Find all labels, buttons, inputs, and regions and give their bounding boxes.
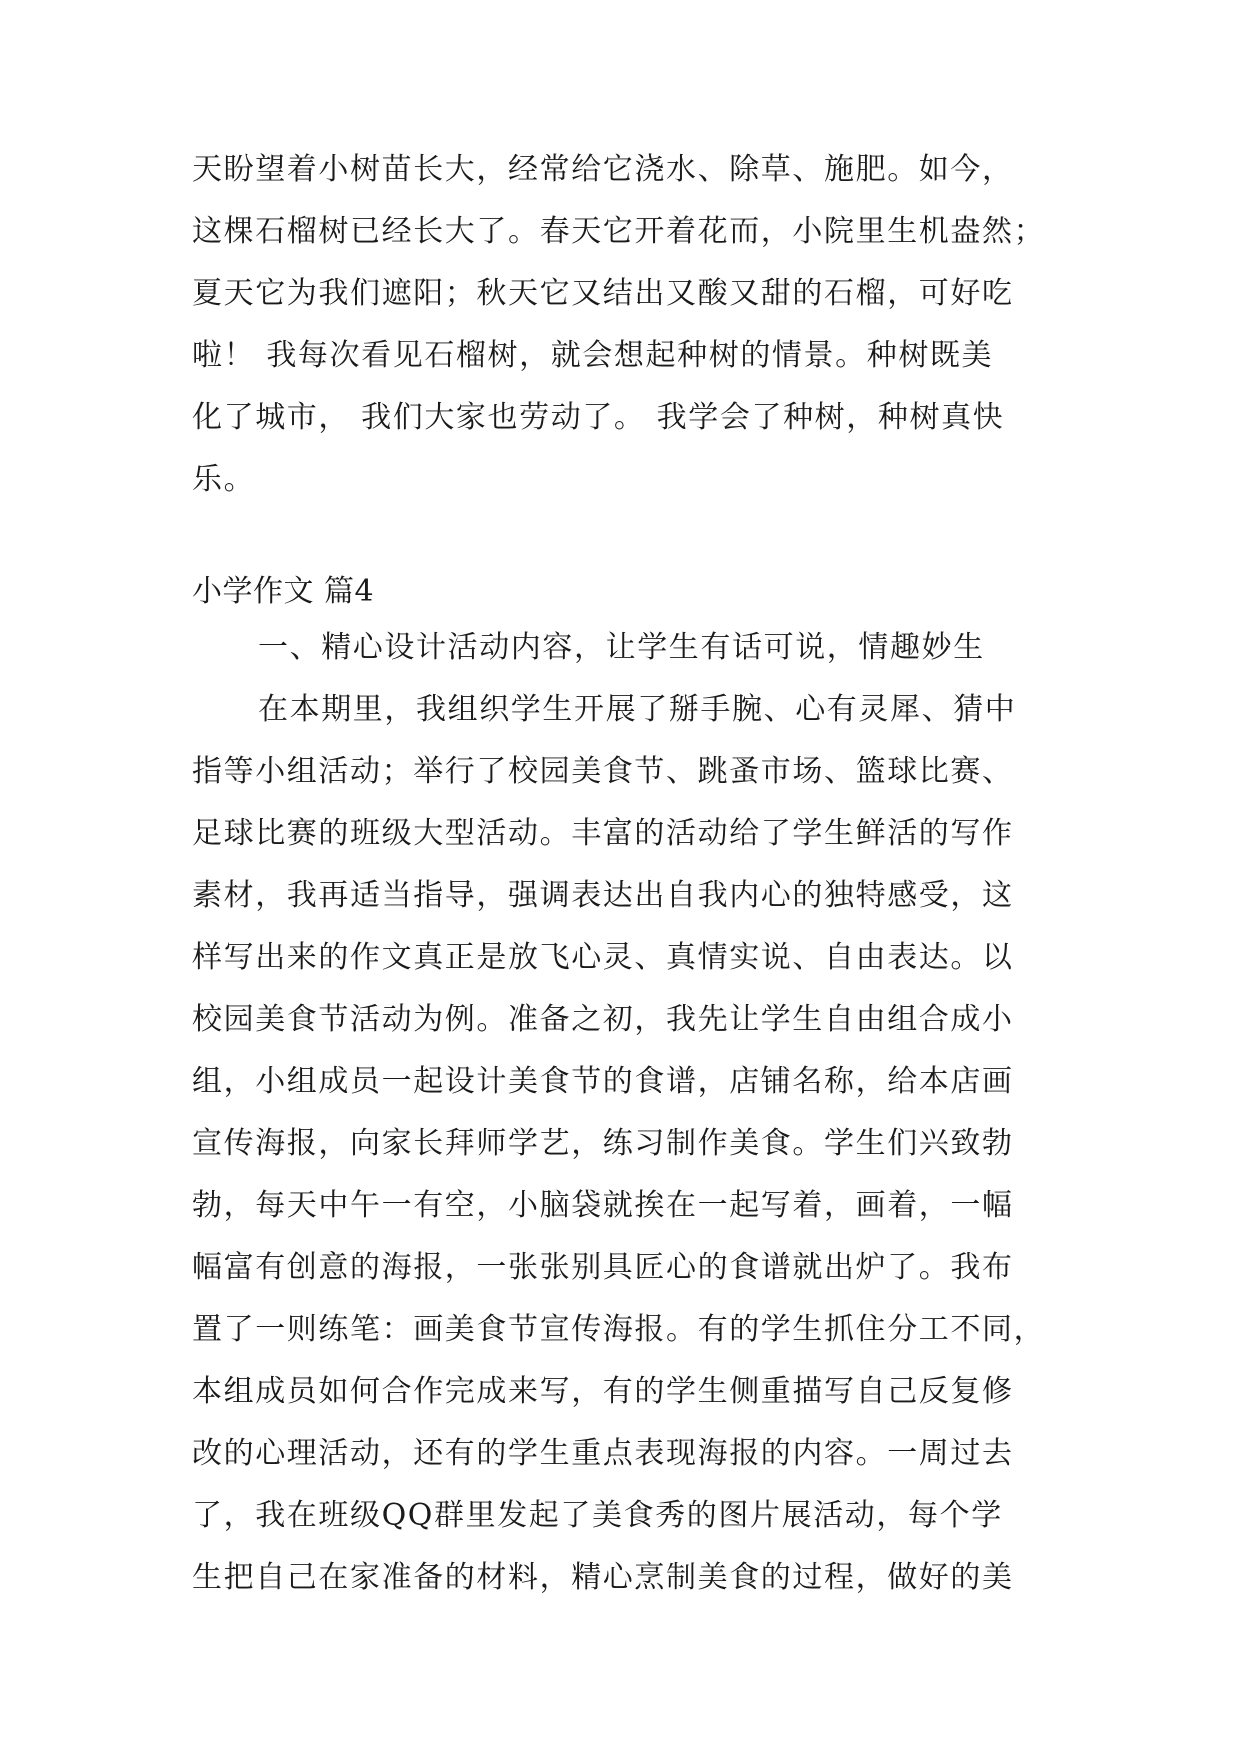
paragraph-line: 改的心理活动，还有的学生重点表现海报的内容。一周过去: [192, 1436, 1014, 1471]
paragraph-line: 样写出来的作文真正是放飞心灵、真情实说、自由表达。以: [192, 940, 1014, 975]
paragraph-line: 宣传海报，向家长拜师学艺，练习制作美食。学生们兴致勃: [192, 1126, 1014, 1161]
text-line: 乐。: [192, 462, 256, 497]
paragraph-line: 在本期里，我组织学生开展了掰手腕、心有灵犀、猜中: [258, 692, 1017, 727]
section-subheading: 一、精心设计活动内容，让学生有话可说，情趣妙生: [258, 630, 985, 665]
section-title: 小学作文 篇4: [192, 574, 375, 609]
text-line: 啦！ 我每次看见石榴树，就会想起种树的情景。种树既美: [192, 338, 994, 373]
paragraph-line: 校园美食节活动为例。准备之初，我先让学生自由组合成小: [192, 1002, 1014, 1037]
text-line: 天盼望着小树苗长大，经常给它浇水、除草、施肥。如今，: [192, 152, 1014, 187]
paragraph-line: 足球比赛的班级大型活动。丰富的活动给了学生鲜活的写作: [192, 816, 1014, 851]
paragraph-line: 本组成员如何合作完成来写，有的学生侧重描写自己反复修: [192, 1374, 1014, 1409]
paragraph-line: 置了一则练笔：画美食节宣传海报。有的学生抓住分工不同，: [192, 1312, 1046, 1347]
paragraph-line: 素材，我再适当指导，强调表达出自我内心的独特感受，这: [192, 878, 1014, 913]
text-line: 化了城市， 我们大家也劳动了。 我学会了种树，种树真快: [192, 400, 1005, 435]
paragraph-line: 幅富有创意的海报，一张张别具匠心的食谱就出炉了。我布: [192, 1250, 1014, 1285]
paragraph-line: 了，我在班级QQ群里发起了美食秀的图片展活动，每个学: [192, 1498, 1003, 1533]
text-line: 夏天它为我们遮阳；秋天它又结出又酸又甜的石榴，可好吃: [192, 276, 1014, 311]
paragraph-line: 勃，每天中午一有空，小脑袋就挨在一起写着，画着，一幅: [192, 1188, 1014, 1223]
paragraph-line: 组，小组成员一起设计美食节的食谱，店铺名称，给本店画: [192, 1064, 1014, 1099]
text-line: 这棵石榴树已经长大了。春天它开着花而，小院里生机盎然；: [192, 214, 1046, 249]
paragraph-line: 生把自己在家准备的材料，精心烹制美食的过程，做好的美: [192, 1560, 1014, 1595]
paragraph-line: 指等小组活动；举行了校园美食节、跳蚤市场、篮球比赛、: [192, 754, 1014, 789]
